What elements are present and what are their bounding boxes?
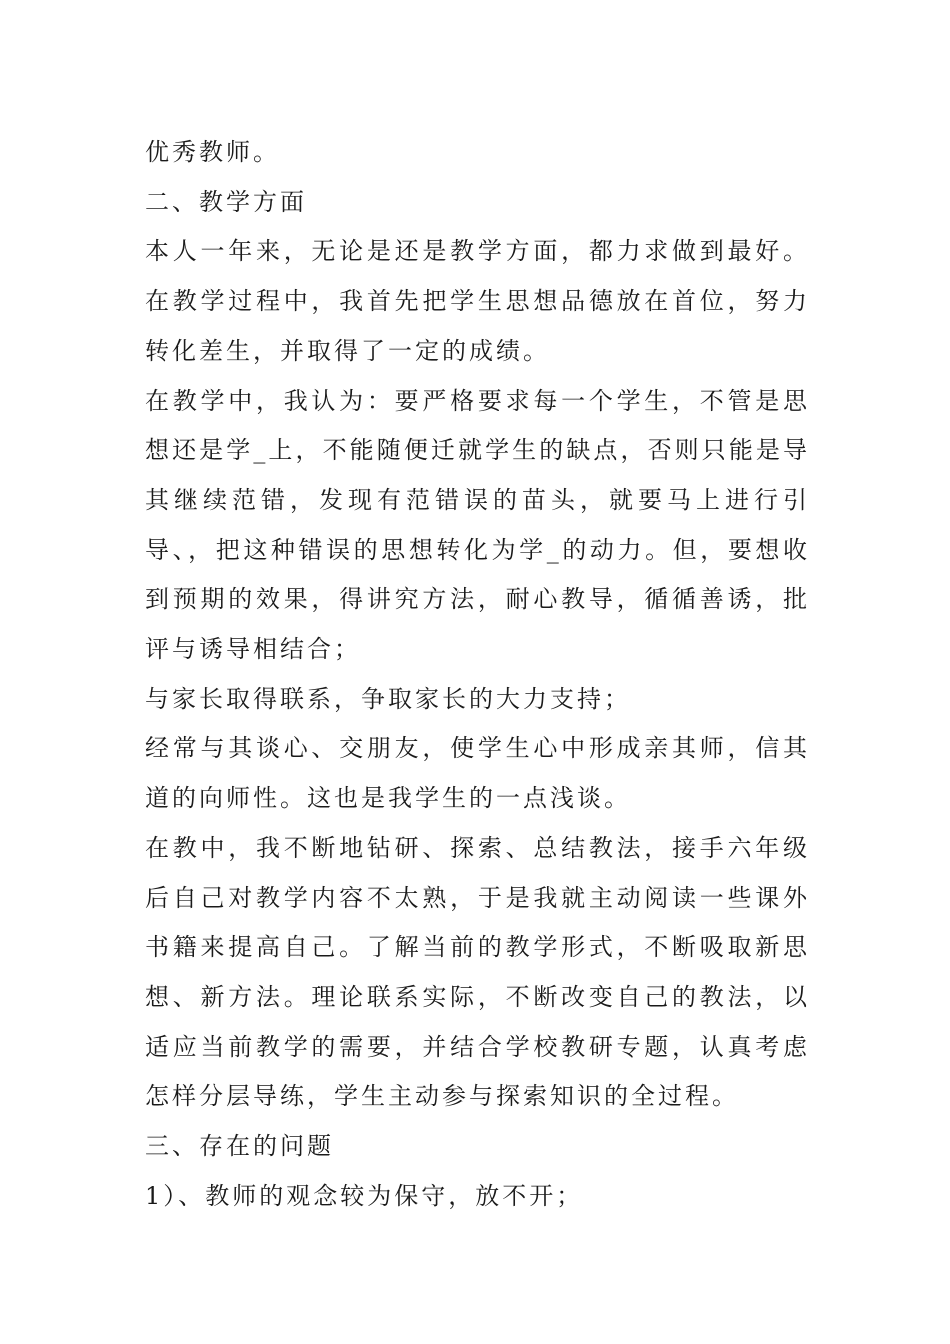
paragraph-heart-to-heart: 经常与其谈心、交朋友，使学生心中形成亲其师，信其道的向师性。这也是我学生的一点浅谈。 [145, 734, 810, 813]
list-item-problem-1: 1）、教师的观念较为保守，放不开； [145, 1181, 584, 1210]
section-heading-teaching: 二、教学方面 [145, 187, 307, 216]
section-heading-problems: 三、存在的问题 [145, 1132, 334, 1161]
paragraph-teaching-overview: 本人一年来，无论是还是教学方面，都力求做到最好。在教学过程中，我首先把学生思想品德放在首位，努力转化差生，并取得了一定的成绩。 [145, 237, 810, 365]
paragraph-teaching-research: 在教中，我不断地钻研、探索、总结教法，接手六年级后自己对教学内容不太熟，于是我就主动阅读一些课外书籍来提高自己。了解当前的教学形式，不断吸取新思想、新方法。理论联系实际，不断改变自己的教法，以适应当前教学的需要，并结合学校教研专题，认真考虑怎样分层导练，学生主动参与探索知识的全过程。 [145, 833, 810, 1111]
paragraph-strict-requirements: 在教学中，我认为：要严格要求每一个学生，不管是思想还是学_上，不能随便迁就学生的缺点，否则只能是导其继续范错，发现有范错误的苗头，就要马上进行引导、，把这种错误的思想转化为学_的动力。但，要想收到预期的效果，得讲究方法，耐心教导，循循善诱，批评与诱导相结合； [145, 386, 810, 664]
document-body [145, 128, 810, 1221]
paragraph-closing-fragment: 优秀教师。 [145, 138, 280, 166]
paragraph-parent-contact: 与家长取得联系，争取家长的大力支持； [145, 684, 631, 713]
